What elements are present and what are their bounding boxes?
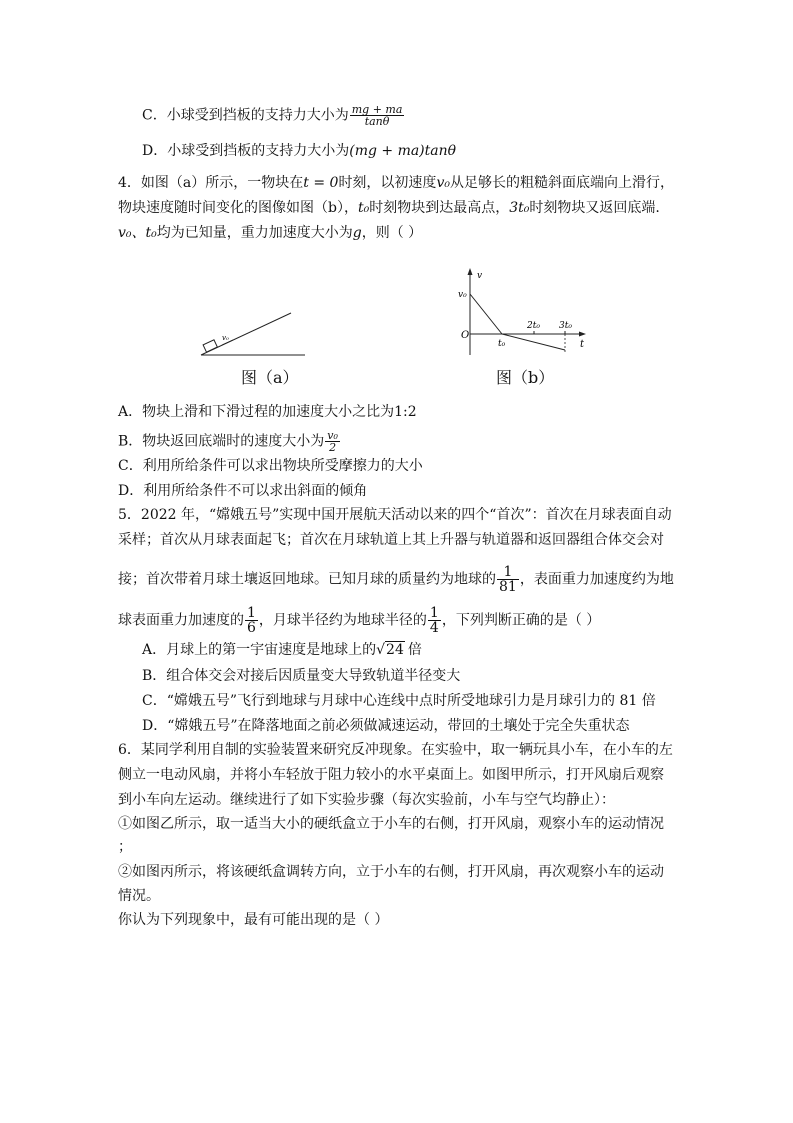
q5-stem-line1: 5．2022 年，“嫦娥五号”实现中国开展航天活动以来的四个“首次”：首次在月球表面自动: [118, 507, 672, 523]
text: ，表面重力加速度约为地: [519, 571, 674, 588]
sqrt-radicand: 24: [386, 642, 404, 658]
text: 从足够长的粗糙斜面底端向上滑行，: [449, 175, 674, 191]
q5-option-c: C．“嫦娥五号”飞行到地球与月球中心连线中点时所受地球引力是月球引力的 81 倍: [142, 693, 656, 709]
t0-tick-label: t₀: [498, 339, 506, 349]
sqrt-sign: √: [376, 642, 386, 658]
numerator: 1: [429, 605, 439, 621]
denominator: 6: [247, 620, 256, 636]
velocity-line-up: [470, 294, 502, 334]
text: 倍: [407, 642, 422, 658]
numerator: v₀: [327, 429, 338, 442]
fraction: [428, 606, 441, 635]
q3-option-c: [142, 104, 405, 127]
text: 物块速度随时间变化的图像如图（b），: [118, 200, 358, 216]
figure-a-incline: [195, 305, 310, 365]
q5-stem-line3: [118, 565, 674, 594]
numerator: 1: [497, 565, 519, 580]
formula: 3t₀: [509, 200, 530, 216]
q4-stem-line3: [118, 223, 422, 243]
fraction: [325, 430, 340, 453]
v0-label: v₀: [222, 334, 229, 342]
q5-stem-line2: 采样；首次从月球表面起飞；首次在月球轨道上其上升器与轨道器和返回器组合体交会对: [118, 532, 664, 548]
q3-option-d: [142, 141, 456, 161]
formula: g: [352, 225, 362, 241]
formula: v₀: [436, 175, 450, 191]
q5-stem-line4: [118, 606, 600, 635]
figure-a-caption: 图（a）: [241, 368, 299, 387]
text: 时刻物块到达最高点，: [369, 200, 510, 216]
formula: (mg + ma)tanθ: [349, 143, 457, 159]
q6-stem-line2: 侧立一电动风扇，并将小车轻放于阻力较小的水平桌面上。如图甲所示，打开风扇后观察: [118, 767, 664, 783]
option-text: D．小球受到挡板的支持力大小为: [142, 143, 350, 159]
option-text: B．物块返回底端时的速度大小为: [118, 433, 325, 450]
figure-b-vt-graph: [455, 265, 590, 360]
q5-option-b: B．组合体交会对接后因质量变大导致轨道半径变大: [142, 668, 461, 684]
q6-step2-line2: 情况。: [118, 888, 160, 904]
q4-option-a: A．物块上滑和下滑过程的加速度大小之比为1:2: [118, 404, 417, 420]
option-text: C．小球受到挡板的支持力大小为: [142, 107, 349, 124]
q4-stem-line2: [118, 198, 660, 218]
text: 时刻，以初速度: [338, 175, 437, 191]
q4-stem-line1: [118, 173, 674, 193]
text: 球表面重力加速度的: [118, 612, 244, 629]
denominator: 2: [329, 441, 337, 454]
text: 4．如图（a）所示，一物块在: [118, 175, 304, 191]
q6-step2-line1: ②如图丙所示，将该硬纸盒调转方向，立于小车的右侧，打开风扇，再次观察小车的运动: [118, 864, 664, 880]
text: ，则（ ）: [361, 225, 423, 241]
text: ，月球半径约为地球半径的: [258, 612, 427, 629]
denominator: 4: [429, 620, 439, 636]
q4-option-d: D．利用所给条件不可以求出斜面的倾角: [118, 483, 368, 499]
v-axis-label: v: [477, 271, 483, 281]
2t0-tick-label: 2t₀: [527, 321, 540, 331]
formula: t₀: [357, 200, 370, 216]
velocity-line-down: [502, 334, 565, 350]
option-text: A．月球上的第一宇宙速度是地球上的: [142, 642, 377, 658]
t-axis-arrow: [579, 332, 586, 337]
text: ，下列判断正确的是（ ）: [441, 612, 601, 629]
q6-step1-line2: ；: [118, 839, 132, 855]
q4-option-c: C．利用所给条件可以求出物块所受摩擦力的大小: [118, 458, 423, 474]
block: [203, 340, 217, 352]
origin-label: O: [461, 330, 470, 341]
q6-question-line: 你认为下列现象中，最有可能出现的是（ ）: [118, 912, 389, 928]
q5-option-a: [142, 640, 422, 660]
t-axis-label: t: [580, 339, 585, 350]
figure-b-caption: 图（b）: [496, 368, 555, 387]
fraction: [245, 606, 258, 635]
q6-stem-line3: 到小车向左运动。继续进行了如下实验步骤（每次实验前，小车与空气均静止）：: [118, 792, 615, 808]
q6-stem-line1: 6．某同学利用自制的实验装置来研究反冲现象。在实验中，取一辆玩具小车，在小车的左: [118, 742, 673, 758]
text: 均为已知量，重力加速度大小为: [156, 225, 353, 241]
q5-option-d: D．“嫦娥五号”在降落地面之前必须做减速运动，带回的土壤处于完全失重状态: [142, 718, 630, 734]
v0-tick-label: v₀: [458, 290, 467, 300]
formula: v₀、t₀: [118, 225, 157, 241]
denominator: tanθ: [364, 115, 390, 128]
3t0-tick-label: 3t₀: [559, 321, 572, 331]
fraction: [350, 104, 405, 127]
text: 时刻物块又返回底端.: [529, 200, 660, 216]
formula: t = 0: [303, 175, 339, 191]
numerator: mg + ma: [351, 103, 403, 116]
v-axis-arrow: [468, 268, 473, 275]
denominator: 81: [499, 579, 517, 595]
fraction: [497, 565, 519, 594]
numerator: 1: [247, 605, 256, 621]
q4-option-b: [118, 430, 341, 453]
q6-step1-line1: ①如图乙所示，取一适当大小的硬纸盒立于小车的右侧，打开风扇，观察小车的运动情况: [118, 816, 664, 832]
text: 接；首次带着月球土壤返回地球。已知月球的质量约为地球的: [118, 571, 496, 588]
